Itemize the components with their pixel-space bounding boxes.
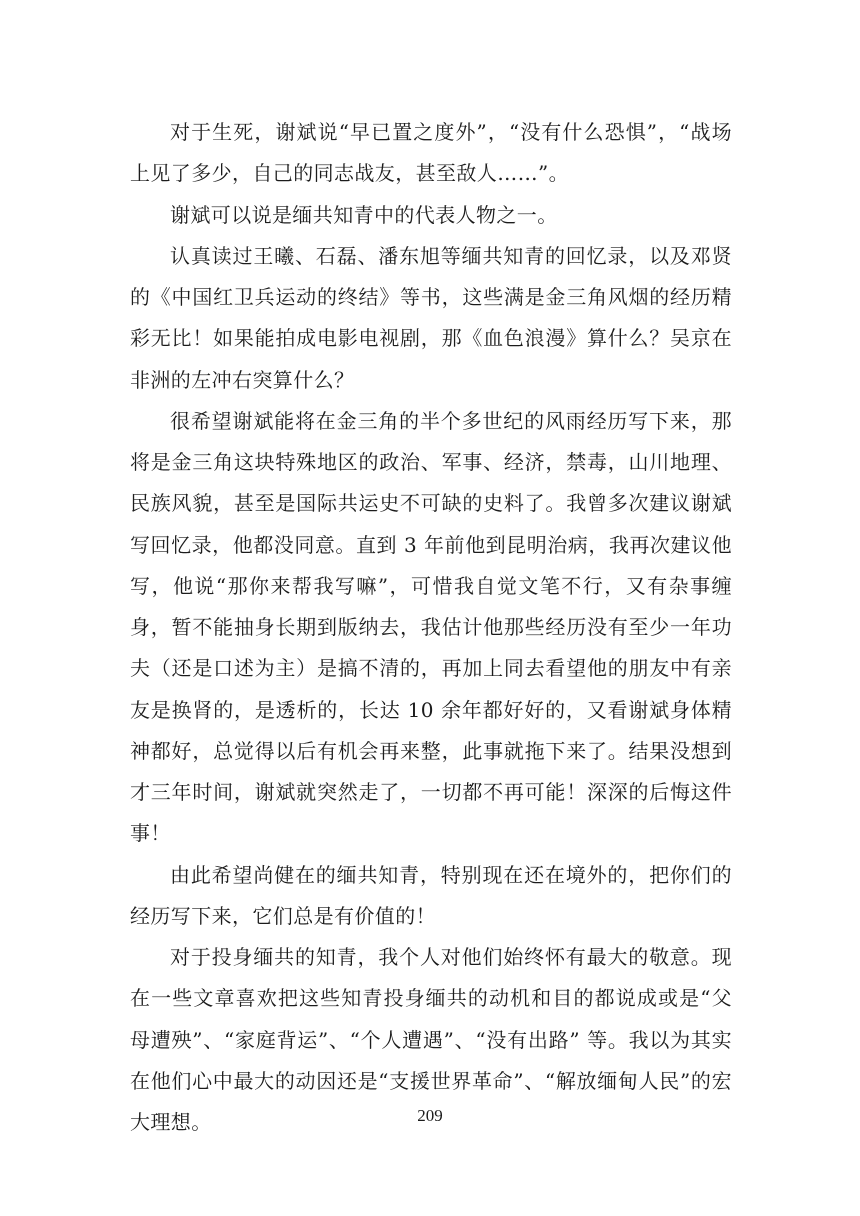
paragraph: 对于生死，谢斌说“早已置之度外”，“没有什么恐惧”，“战场上见了多少，自己的同志战友，甚至敌人……”。 <box>130 120 732 186</box>
body-text <box>130 112 732 1143</box>
page-number: 209 <box>417 1106 443 1125</box>
paragraph: 认真读过王曦、石磊、潘东旭等缅共知青的回忆录，以及邓贤的《中国红卫兵运动的终结》等书，这些满是金三角风烟的经历精彩无比！如果能拍成电影电视剧，那《血色浪漫》算什么？吴京在非洲的左冲右突算什么？ <box>130 243 732 392</box>
paragraph: 由此希望尚健在的缅共知青，特别现在还在境外的，把你们的经历写下来，它们总是有价值的！ <box>130 862 732 928</box>
paragraph: 很希望谢斌能将在金三角的半个多世纪的风雨经历写下来，那将是金三角这块特殊地区的政治、军事、经济，禁毒，山川地理、民族风貌，甚至是国际共运史不可缺的史料了。我曾多次建议谢斌写回忆录，他都没同意。直到 3 年前他到昆明治病，我再次建议他写，他说“那你来帮我写嘛”，可惜我自觉文笔不行，又有杂事缠身，暂不能抽身长期到版纳去，我估计他那些经历没有至少一年功夫（还是口述为主）是搞不清的，再加上同去看望他的朋友中有亲友是换肾的，是透析的，长达 10 余年都好好的，又看谢斌身体精神都好，总觉得以后有机会再来整，此事就拖下来了。结果没想到才三年时间，谢斌就突然走了，一切都不再可能！深深的后悔这件事！ <box>130 408 732 846</box>
paragraph: 对于投身缅共的知青，我个人对他们始终怀有最大的敬意。现在一些文章喜欢把这些知青投身缅共的动机和目的都说成或是“父母遭殃”、“家庭背运”、“个人遭遇”、“没有出路” 等。我以为其实在他们心中最大的动因还是“支援世界革命”、“解放缅甸人民”的宏大理想。 <box>130 945 732 1134</box>
paragraph: 谢斌可以说是缅共知青中的代表人物之一。 <box>170 202 558 227</box>
